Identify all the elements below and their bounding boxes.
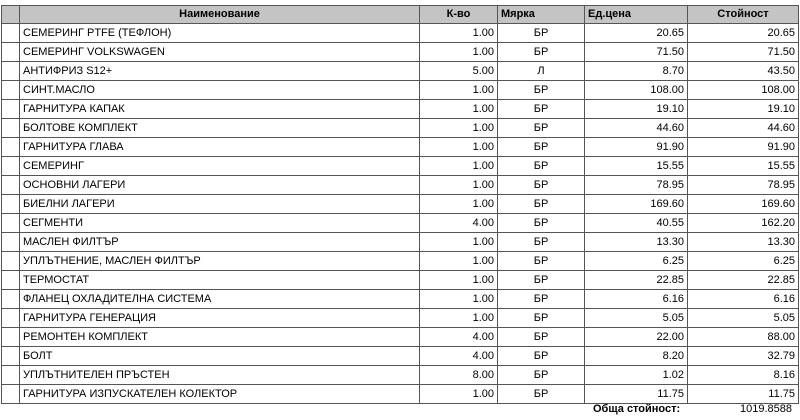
row-marker [2, 309, 20, 328]
row-marker [2, 81, 20, 100]
cell-unit: БР [498, 157, 585, 176]
header-name: Наименование [20, 6, 420, 24]
cell-price: 20.65 [585, 24, 688, 43]
cell-unit: БР [498, 119, 585, 138]
cell-price: 91.90 [585, 138, 688, 157]
table-row [2, 176, 799, 195]
cell-unit: БР [498, 385, 585, 404]
cell-total: 88.00 [688, 328, 799, 347]
cell-name: СИНТ.МАСЛО [20, 81, 420, 100]
cell-total: 162.20 [688, 214, 799, 233]
cell-total: 22.85 [688, 271, 799, 290]
table-row [2, 290, 799, 309]
cell-name: РЕМОНТЕН КОМПЛЕКТ [20, 328, 420, 347]
table-row [2, 81, 799, 100]
cell-name: ГАРНИТУРА ГЕНЕРАЦИЯ [20, 309, 420, 328]
cell-name: ОСНОВНИ ЛАГЕРИ [20, 176, 420, 195]
row-marker [2, 62, 20, 81]
table-row [2, 366, 799, 385]
table-row [2, 119, 799, 138]
cell-qty: 1.00 [420, 100, 498, 119]
cell-name: ФЛАНЕЦ ОХЛАДИТЕЛНА СИСТЕМА [20, 290, 420, 309]
cell-name: УПЛЪТНИТЕЛЕН ПРЪСТЕН [20, 366, 420, 385]
table-row [2, 233, 799, 252]
cell-price: 15.55 [585, 157, 688, 176]
cell-qty: 1.00 [420, 385, 498, 404]
cell-price: 6.25 [585, 252, 688, 271]
cell-unit: БР [498, 81, 585, 100]
cell-total: 169.60 [688, 195, 799, 214]
cell-total: 43.50 [688, 62, 799, 81]
cell-total: 6.25 [688, 252, 799, 271]
cell-price: 22.85 [585, 271, 688, 290]
items-table [1, 5, 799, 404]
cell-name: СЕМЕРИНГ PTFE (ТЕФЛОН) [20, 24, 420, 43]
row-marker [2, 347, 20, 366]
cell-name: ТЕРМОСТАТ [20, 271, 420, 290]
row-marker [2, 100, 20, 119]
cell-qty: 1.00 [420, 195, 498, 214]
header-price: Ед.цена [585, 6, 688, 24]
cell-qty: 4.00 [420, 214, 498, 233]
cell-unit: БР [498, 43, 585, 62]
cell-name: СЕМЕРИНГ [20, 157, 420, 176]
cell-qty: 5.00 [420, 62, 498, 81]
cell-total: 8.16 [688, 366, 799, 385]
cell-total: 13.30 [688, 233, 799, 252]
cell-price: 6.16 [585, 290, 688, 309]
row-marker [2, 176, 20, 195]
table-row [2, 43, 799, 62]
cell-qty: 1.00 [420, 24, 498, 43]
row-marker [2, 385, 20, 404]
cell-qty: 1.00 [420, 271, 498, 290]
cell-price: 13.30 [585, 233, 688, 252]
table-row [2, 100, 799, 119]
table-row [2, 347, 799, 366]
table-row [2, 62, 799, 81]
cell-qty: 1.00 [420, 119, 498, 138]
total-value: 1019.8588 [740, 403, 792, 415]
table-header-row [2, 6, 799, 24]
table-row [2, 214, 799, 233]
cell-name: ГАРНИТУРА ИЗПУСКАТЕЛЕН КОЛЕКТОР [20, 385, 420, 404]
cell-qty: 1.00 [420, 252, 498, 271]
row-marker [2, 233, 20, 252]
cell-total: 108.00 [688, 81, 799, 100]
header-unit: Мярка [498, 6, 585, 24]
cell-total: 32.79 [688, 347, 799, 366]
cell-price: 40.55 [585, 214, 688, 233]
cell-price: 71.50 [585, 43, 688, 62]
cell-qty: 8.00 [420, 366, 498, 385]
cell-name: ГАРНИТУРА ГЛАВА [20, 138, 420, 157]
cell-name: СЕМЕРИНГ VOLKSWAGEN [20, 43, 420, 62]
cell-qty: 1.00 [420, 138, 498, 157]
row-marker [2, 290, 20, 309]
cell-price: 22.00 [585, 328, 688, 347]
table-row [2, 24, 799, 43]
cell-name: БИЕЛНИ ЛАГЕРИ [20, 195, 420, 214]
cell-price: 78.95 [585, 176, 688, 195]
cell-name: СЕГМЕНТИ [20, 214, 420, 233]
cell-qty: 1.00 [420, 290, 498, 309]
cell-price: 8.20 [585, 347, 688, 366]
cell-unit: БР [498, 290, 585, 309]
table-row [2, 385, 799, 404]
cell-total: 5.05 [688, 309, 799, 328]
cell-name: АНТИФРИЗ S12+ [20, 62, 420, 81]
cell-price: 44.60 [585, 119, 688, 138]
cell-qty: 1.00 [420, 176, 498, 195]
cell-total: 44.60 [688, 119, 799, 138]
cell-unit: БР [498, 195, 585, 214]
cell-unit: БР [498, 24, 585, 43]
cell-unit: БР [498, 176, 585, 195]
cell-unit: БР [498, 366, 585, 385]
row-marker [2, 328, 20, 347]
cell-qty: 1.00 [420, 233, 498, 252]
cell-total: 6.16 [688, 290, 799, 309]
cell-name: МАСЛЕН ФИЛТЪР [20, 233, 420, 252]
table-row [2, 309, 799, 328]
row-marker [2, 195, 20, 214]
cell-unit: БР [498, 214, 585, 233]
cell-price: 8.70 [585, 62, 688, 81]
table-row [2, 195, 799, 214]
cell-unit: БР [498, 252, 585, 271]
row-marker [2, 157, 20, 176]
cell-unit: БР [498, 233, 585, 252]
cell-unit: БР [498, 347, 585, 366]
cell-total: 78.95 [688, 176, 799, 195]
row-marker [2, 214, 20, 233]
cell-price: 19.10 [585, 100, 688, 119]
cell-total: 19.10 [688, 100, 799, 119]
row-marker [2, 119, 20, 138]
row-marker [2, 366, 20, 385]
cell-total: 20.65 [688, 24, 799, 43]
cell-unit: БР [498, 309, 585, 328]
cell-qty: 4.00 [420, 347, 498, 366]
cell-name: БОЛТ [20, 347, 420, 366]
cell-qty: 4.00 [420, 328, 498, 347]
cell-total: 71.50 [688, 43, 799, 62]
cell-price: 5.05 [585, 309, 688, 328]
cell-unit: БР [498, 138, 585, 157]
row-marker [2, 24, 20, 43]
table-row [2, 271, 799, 290]
row-marker [2, 138, 20, 157]
cell-unit: Л [498, 62, 585, 81]
table-row [2, 157, 799, 176]
cell-qty: 1.00 [420, 43, 498, 62]
cell-qty: 1.00 [420, 309, 498, 328]
cell-unit: БР [498, 328, 585, 347]
cell-qty: 1.00 [420, 81, 498, 100]
cell-total: 91.90 [688, 138, 799, 157]
cell-total: 15.55 [688, 157, 799, 176]
cell-price: 11.75 [585, 385, 688, 404]
cell-total: 11.75 [688, 385, 799, 404]
total-row [0, 403, 800, 419]
header-marker [2, 6, 20, 24]
row-marker [2, 271, 20, 290]
cell-qty: 1.00 [420, 157, 498, 176]
cell-name: БОЛТОВЕ КОМПЛЕКТ [20, 119, 420, 138]
header-total: Стойност [688, 6, 799, 24]
cell-name: ГАРНИТУРА КАПАК [20, 100, 420, 119]
row-marker [2, 252, 20, 271]
table-row [2, 252, 799, 271]
cell-name: УПЛЪТНЕНИЕ, МАСЛЕН ФИЛТЪР [20, 252, 420, 271]
cell-price: 108.00 [585, 81, 688, 100]
cell-price: 1.02 [585, 366, 688, 385]
cell-price: 169.60 [585, 195, 688, 214]
row-marker [2, 43, 20, 62]
total-label: Обща стойност: [593, 403, 681, 415]
table-row [2, 328, 799, 347]
cell-unit: БР [498, 271, 585, 290]
header-qty: К-во [420, 6, 498, 24]
table-row [2, 138, 799, 157]
cell-unit: БР [498, 100, 585, 119]
